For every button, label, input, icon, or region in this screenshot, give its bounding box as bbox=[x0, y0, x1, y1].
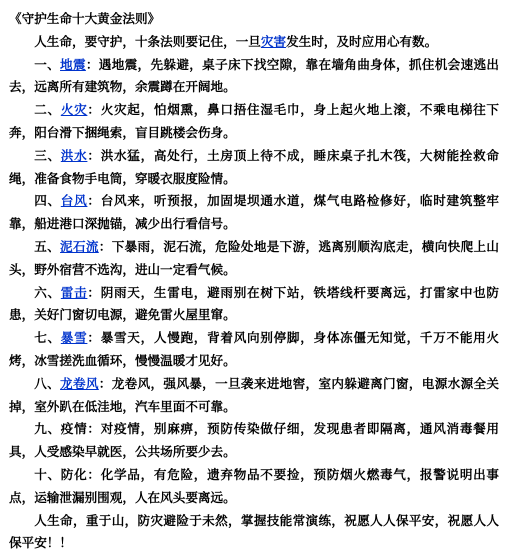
rule-9 bbox=[9, 418, 499, 464]
rule-number: 四、 bbox=[34, 193, 61, 209]
rule-text: ：龙卷风，强风暴，一旦袭来进地窖，室内躲避离门窗，电源水源全关掉，室外趴在低洼地，汽车里面不可靠。 bbox=[9, 375, 500, 414]
rule-text: ：台风来，听预报，加固堤坝通水道，煤气电路检修好，临时建筑整牢靠，船进港口深抛锚，减少出行看信号。 bbox=[9, 193, 500, 232]
rule-1 bbox=[9, 54, 499, 100]
rule-text: ：洪水猛，高处行，土房顶上待不成，睡床桌子扎木筏，大树能拴救命绳，准备食物手电筒，穿暖衣服度险情。 bbox=[9, 147, 500, 186]
rule-number: 六、 bbox=[34, 284, 61, 300]
rule-6 bbox=[9, 282, 499, 328]
link-lightning[interactable]: 雷击 bbox=[60, 284, 88, 300]
link-mudslide[interactable]: 泥石流 bbox=[60, 238, 99, 254]
link-earthquake[interactable]: 地震 bbox=[60, 56, 86, 72]
intro-text: 人生命，要守护，十条法则要记住，一旦 bbox=[34, 33, 261, 49]
link-blizzard[interactable]: 暴雪 bbox=[60, 330, 88, 346]
rule-number: 二、 bbox=[34, 102, 61, 118]
rule-text: ：暴雪天，人慢跑，背着风向别停脚，身体冻僵无知觉，千万不能用火烤，冰雪搓洗血循环，慢慢温暖才见好。 bbox=[9, 330, 500, 368]
document-title: 《守护生命十大黄金法则》 bbox=[9, 11, 161, 26]
rule-number: 五、 bbox=[34, 238, 61, 254]
rule-text: 疫情：对疫情，别麻痹，预防传染做仔细，发现患者即隔离，通风消毒餐用具，人受感染早就医，公共场所要少去。 bbox=[9, 421, 500, 460]
rule-number: 九、 bbox=[34, 421, 61, 437]
rule-text: 防化：化学品，有危险，遗弃物品不要捡，预防烟火燃毒气，报警说明出事点，运输泄漏别围观，人在风头要离远。 bbox=[9, 466, 500, 505]
rule-text: ：下暴雨，泥石流，危险处地是下游，逃离别顺沟底走，横向快爬上山头，野外宿营不选沟，进山一定看气候。 bbox=[9, 238, 500, 277]
closing-paragraph: 人生命，重于山，防灾避险于未然，掌握技能常演练，祝愿人人保平安，祝愿人人 保平安！！ bbox=[9, 512, 499, 551]
rule-number: 八、 bbox=[34, 375, 61, 391]
rule-4 bbox=[9, 190, 499, 236]
intro-paragraph bbox=[9, 31, 499, 54]
rule-3 bbox=[9, 145, 499, 191]
rule-2 bbox=[9, 99, 499, 145]
rule-text: ：阴雨天，生雷电，避雨别在树下站，铁塔线杆要离远，打雷家中也防患，关好门窗切电源，避免雷火屋里窜。 bbox=[9, 284, 500, 323]
rule-number: 三、 bbox=[34, 147, 61, 163]
rule-7 bbox=[9, 327, 499, 373]
link-tornado[interactable]: 龙卷风 bbox=[60, 375, 99, 391]
link-disaster[interactable]: 灾害 bbox=[260, 33, 287, 49]
rule-number: 七、 bbox=[34, 330, 61, 346]
intro-text-end: 发生时，及时应用心有数。 bbox=[286, 33, 438, 49]
rule-10 bbox=[9, 464, 499, 510]
rule-8 bbox=[9, 373, 499, 419]
rule-text: ：遇地震，先躲避，桌子床下找空隙，靠在墙角曲身体，抓住机会速逃出去，远离所有建筑物，余震蹲在开阔地。 bbox=[9, 56, 500, 95]
link-flood[interactable]: 洪水 bbox=[60, 147, 88, 163]
document bbox=[9, 8, 499, 555]
rule-number: 一、 bbox=[34, 56, 61, 72]
rule-5 bbox=[9, 236, 499, 282]
rule-text: ：火灾起，怕烟熏，鼻口捂住湿毛巾，身上起火地上滚，不乘电梯往下奔，阳台滑下捆绳索，盲目跳楼会伤身。 bbox=[9, 102, 500, 140]
rule-number: 十、 bbox=[34, 466, 61, 482]
link-typhoon[interactable]: 台风 bbox=[60, 193, 88, 209]
link-fire[interactable]: 火灾 bbox=[60, 102, 88, 118]
